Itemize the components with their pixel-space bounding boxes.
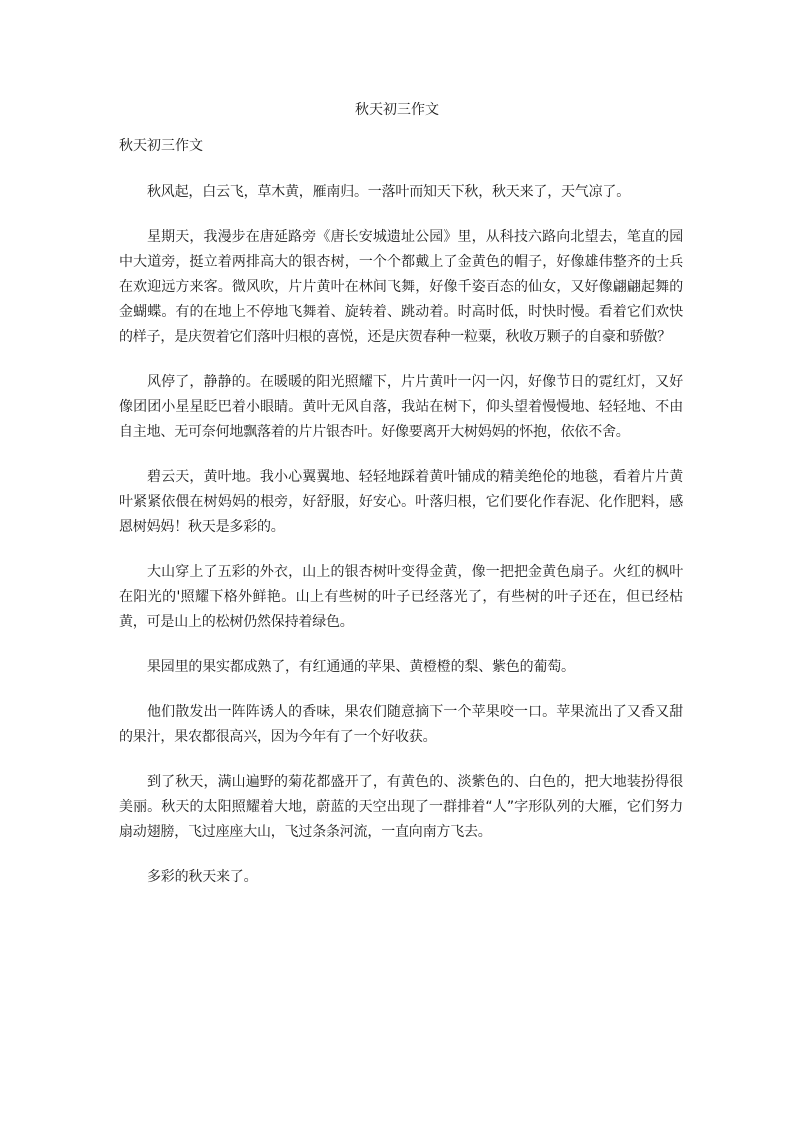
paragraph-6: 果园里的果实都成熟了，有红通通的苹果、黄橙橙的梨、紫色的葡萄。	[147, 659, 575, 675]
document-title: 秋天初三作文	[355, 102, 439, 118]
document-subtitle: 秋天初三作文	[119, 138, 203, 154]
document-body	[119, 180, 683, 910]
paragraph-2: 星期天，我漫步在唐延路旁《唐长安城遗址公园》里，从科技六路向北望去，笔直的园中大道旁，挺立着两排高大的银杏树，一个个都戴上了金黄色的帽子，好像雄伟整齐的士兵在欢迎远方来客。微风吹，片片黄叶在林间飞舞，好像千姿百态的仙女，又好像翩翩起舞的金蝴蝶。有的在地上不停地飞舞着、旋转着、跳动着。时高时低，时快时慢。看着它们欢快的样子，是庆贺着它们落叶归根的喜悦，还是庆贺春种一粒粟，秋收万颗子的自豪和骄傲？	[119, 229, 683, 345]
paragraph-3: 风停了，静静的。在暖暖的阳光照耀下，片片黄叶一闪一闪，好像节日的霓红灯，又好像团团小星星眨巴着小眼睛。黄叶无风自落，我站在树下，仰头望着慢慢地、轻轻地、不由自主地、无可奈何地飘落着的片片银杏叶。好像要离开大树妈妈的怀抱，依依不舍。	[119, 374, 683, 440]
paragraph-9: 多彩的秋天来了。	[147, 869, 258, 885]
paragraph-7: 他们散发出一阵阵诱人的香味，果农们随意摘下一个苹果咬一口。苹果流出了又香又甜的果汁，果农都很高兴，因为今年有了一个好收获。	[119, 704, 683, 745]
paragraph-8: 到了秋天，满山遍野的菊花都盛开了，有黄色的、淡紫色的、白色的，把大地装扮得很美丽。秋天的太阳照耀着大地，蔚蓝的天空出现了一群排着“人”字形队列的大雁，它们努力扇动翅膀，飞过座座大山，飞过条条河流，一直向南方飞去。	[119, 774, 683, 840]
paragraph-1: 秋风起，白云飞，草木黄，雁南归。一落叶而知天下秋，秋天来了，天气凉了。	[147, 184, 630, 200]
paragraph-4: 碧云天，黄叶地。我小心翼翼地、轻轻地踩着黄叶铺成的精美绝伦的地毯，看着片片黄叶紧紧依偎在树妈妈的根旁，好舒服，好安心。叶落归根，它们要化作春泥、化作肥料，感恩树妈妈！秋天是多彩的。	[119, 469, 683, 535]
paragraph-5: 大山穿上了五彩的外衣，山上的银杏树叶变得金黄，像一把把金黄色扇子。火红的枫叶在阳光的'照耀下格外鲜艳。山上有些树的叶子已经落光了，有些树的叶子还在，但已经枯黄，可是山上的松树仍然保持着绿色。	[119, 564, 683, 630]
